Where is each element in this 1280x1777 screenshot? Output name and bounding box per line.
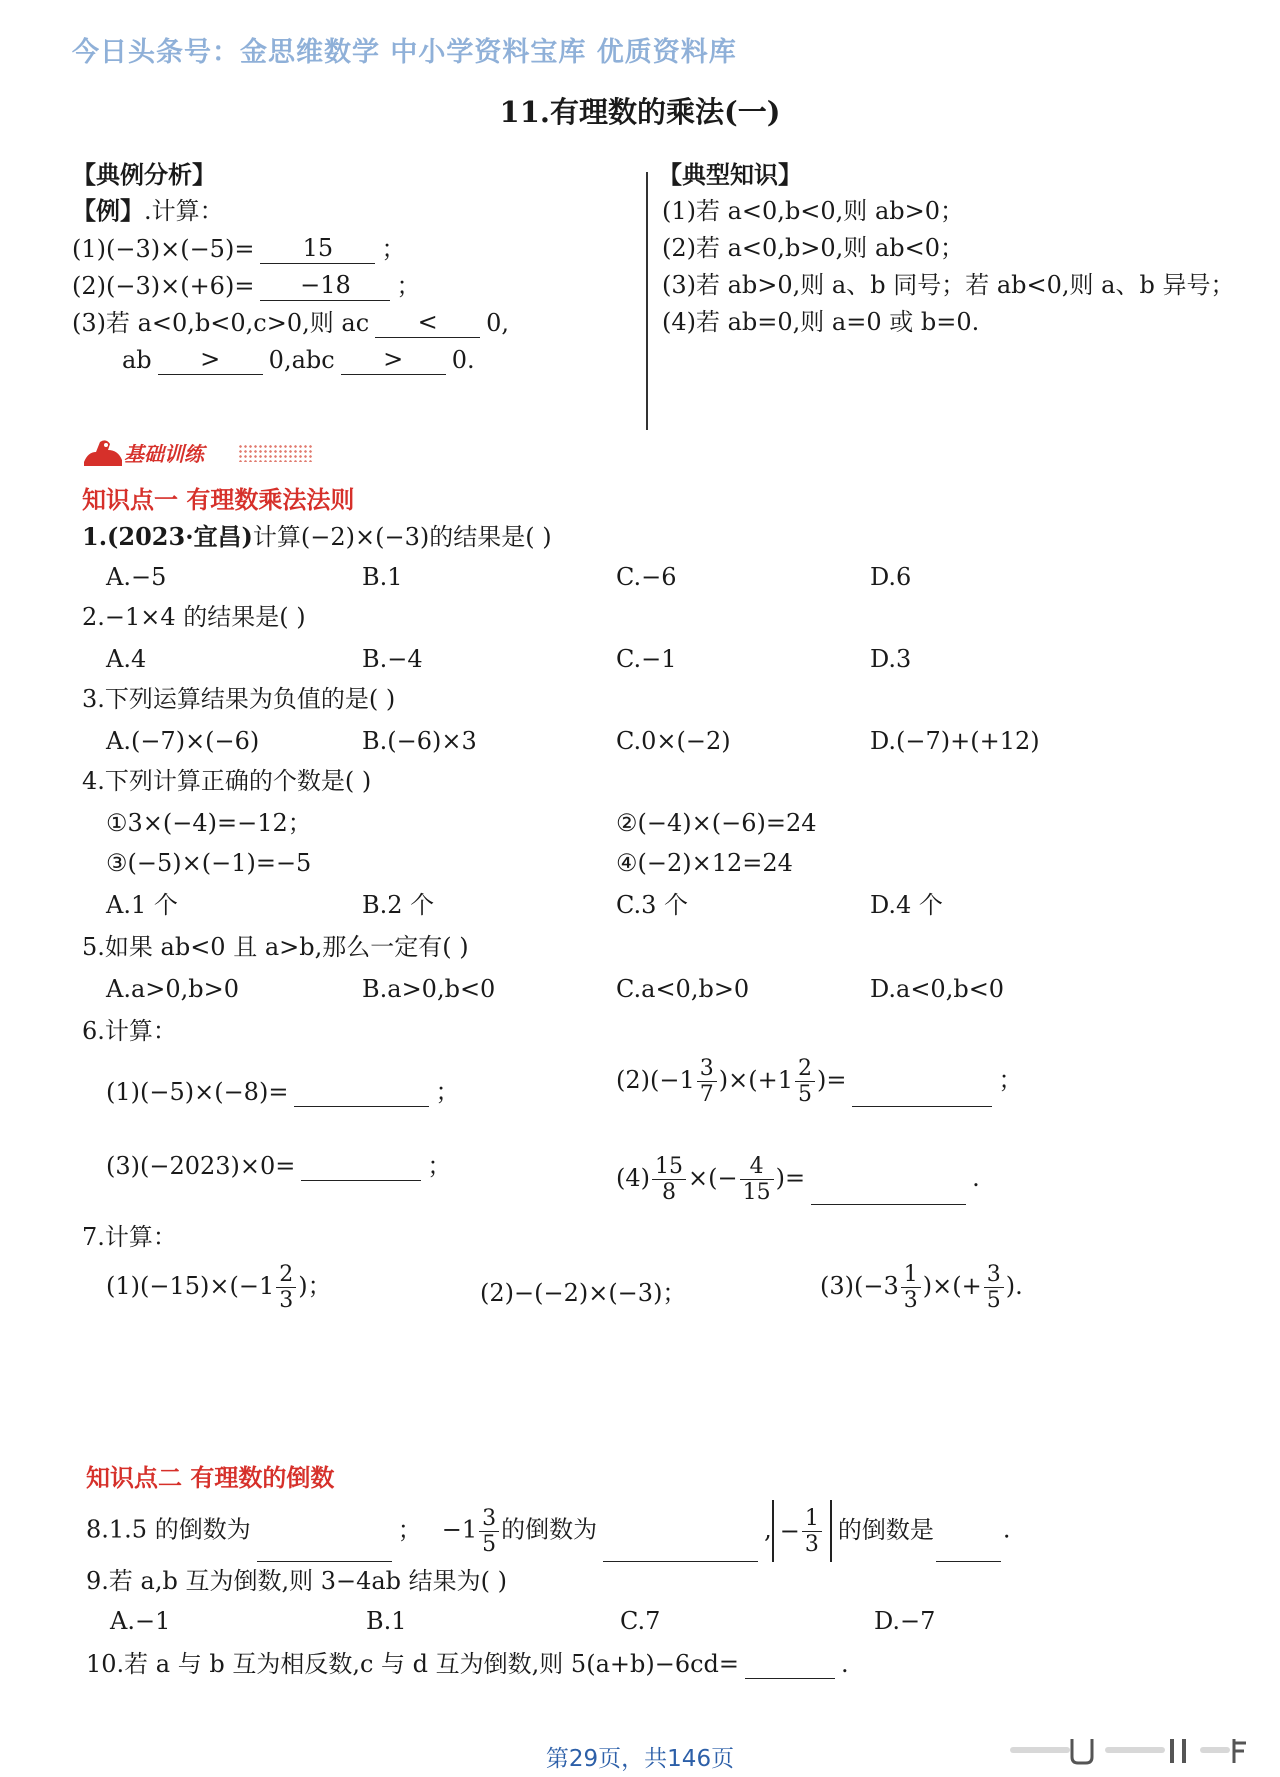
q7-part-1-a: (1)(−15)×(−1: [106, 1272, 275, 1300]
q6-part-4-period: .: [972, 1164, 980, 1192]
badge-icon: [82, 436, 124, 468]
knowledge-heading: 【典型知识】: [658, 160, 802, 189]
q6-part-4-frac-2-den: 15: [742, 1180, 771, 1205]
q9-stem: 9.若 a,b 互为倒数,则 3−4ab 结果为( ): [86, 1567, 508, 1595]
q3-option-a: A.(−7)×(−6): [106, 727, 260, 755]
q7-part-3-frac-2: [984, 1262, 1004, 1313]
q8-blank-1[interactable]: [257, 1531, 392, 1562]
q8-d: 的倒数是: [837, 1515, 934, 1544]
q4-item-1: ①3×(−4)=−12；: [106, 809, 312, 837]
q6-part-2-b: )×(+1: [718, 1066, 793, 1094]
example-line-4-prefix: ab: [122, 346, 152, 374]
q4-item-3: ③(−5)×(−1)=−5: [106, 849, 312, 877]
q10: [86, 1648, 849, 1679]
example-line-2: [72, 270, 420, 301]
column-divider: [646, 172, 648, 430]
q8-b: −1: [441, 1515, 478, 1544]
q7-part-3-b: )×(+: [922, 1272, 982, 1300]
page-title: 11.有理数的乘法(一): [499, 95, 781, 129]
q9-option-b: B.1: [366, 1607, 407, 1635]
example-line-2-answer: −18: [260, 270, 390, 301]
q7-part-1-frac-num: 2: [276, 1262, 296, 1288]
q6-part-3-semi: ；: [427, 1152, 452, 1180]
example-line-4-answer-2: >: [341, 344, 446, 375]
q7-part-2: (2)−(−2)×(−3)；: [480, 1279, 687, 1307]
example-intro: [72, 196, 224, 226]
example-line-4-suffix: 0,abc: [268, 346, 335, 374]
q6-part-4-blank[interactable]: [811, 1174, 966, 1205]
q1-option-c: C.−6: [616, 563, 677, 591]
q9-option-a: A.−1: [110, 1607, 171, 1635]
q2-option-c: C.−1: [616, 645, 677, 673]
q8: [86, 1500, 1010, 1562]
q8-frac-den: 5: [482, 1531, 497, 1557]
q3-option-b: B.(−6)×3: [362, 727, 477, 755]
q8-semi: ；: [397, 1515, 422, 1544]
example-line-1-prefix: (1)(−3)×(−5)=: [72, 235, 255, 263]
q6-part-3: [106, 1150, 451, 1181]
q10-blank[interactable]: [745, 1648, 835, 1679]
q5-stem: 5.如果 ab<0 且 a>b,那么一定有( ): [82, 933, 469, 961]
q7-part-3-frac-2-den: 5: [986, 1288, 1001, 1313]
q4-option-c: C.3 个: [616, 891, 689, 919]
q7-part-3-frac-1-num: 1: [901, 1262, 921, 1288]
badge-dots: [238, 444, 312, 462]
q4-item-2: ②(−4)×(−6)=24: [616, 809, 817, 837]
example-heading: 【典例分析】: [72, 160, 216, 189]
example-line-1: [72, 233, 405, 264]
q7-stem: 7.计算：: [82, 1223, 177, 1251]
section-2-title: 知识点二 有理数的倒数: [86, 1464, 335, 1492]
example-line-3-suffix: 0,: [486, 309, 510, 337]
example-line-4-suffix-2: 0.: [451, 346, 475, 374]
q8-abs-frac: [802, 1506, 822, 1557]
example-line-4-answer: >: [158, 344, 263, 375]
q5-option-d: D.a<0,b<0: [870, 975, 1005, 1003]
q8-frac-num: 3: [479, 1506, 499, 1532]
example-line-3-prefix: (3)若 a<0,b<0,c>0,则 ac: [72, 309, 370, 337]
badge-label: 基础训练: [124, 442, 204, 466]
q4-option-b: B.2 个: [362, 891, 435, 919]
example-line-3: [72, 307, 509, 338]
q7-part-3: [820, 1262, 1023, 1313]
q6-part-4-frac-1-den: 8: [662, 1180, 676, 1205]
knowledge-item-1: (1)若 a<0,b<0,则 ab>0；: [662, 197, 964, 225]
q6-part-2: [616, 1056, 1022, 1107]
q6-part-4-frac-1-num: 15: [652, 1154, 686, 1180]
q7-part-3-c: ).: [1005, 1272, 1023, 1300]
q6-part-2-semi: ；: [998, 1066, 1023, 1094]
example-line-1-answer: 15: [260, 233, 375, 264]
q6-part-2-blank[interactable]: [852, 1076, 992, 1107]
q6-part-3-blank[interactable]: [301, 1150, 421, 1181]
q4-option-d: D.4 个: [870, 891, 943, 919]
q6-part-1-blank[interactable]: [294, 1076, 429, 1107]
knowledge-item-2: (2)若 a<0,b>0,则 ab<0；: [662, 234, 964, 262]
q8-abs-value: [772, 1500, 832, 1562]
q6-part-2-c: )=: [816, 1066, 847, 1094]
q6-part-2-frac-1-den: 7: [699, 1082, 714, 1107]
q8-c: 的倒数为: [501, 1515, 598, 1544]
q4-item-4: ④(−2)×12=24: [616, 849, 793, 877]
header-banner: 今日头条号：金思维数学 中小学资料宝库 优质资料库: [72, 37, 737, 68]
q6-part-4-frac-2-num: 4: [740, 1154, 774, 1180]
q7-part-3-frac-2-num: 3: [984, 1262, 1004, 1288]
q8-abs-frac-den: 3: [804, 1531, 819, 1557]
example-tag: 【例】: [72, 196, 144, 225]
q3-stem: 3.下列运算结果为负值的是( ): [82, 685, 396, 713]
q1-option-b: B.1: [362, 563, 403, 591]
q4-option-a: A.1 个: [106, 891, 178, 919]
q1-source: 1.(2023·宜昌): [82, 522, 253, 551]
q7-part-1-frac-den: 3: [279, 1288, 294, 1313]
example-line-2-suffix: ；: [396, 272, 421, 300]
q5-option-a: A.a>0,b>0: [106, 975, 240, 1003]
q7-part-3-a: (3)(−3: [820, 1272, 899, 1300]
q8-blank-2[interactable]: [603, 1531, 758, 1562]
q1-stem: [82, 522, 552, 552]
q7-part-3-frac-1-den: 3: [903, 1288, 918, 1313]
q2-option-a: A.4: [106, 645, 147, 673]
q7-part-3-frac-1: [901, 1262, 921, 1313]
page-indicator: 第29页，共146页: [545, 1746, 735, 1772]
example-line-4: [122, 344, 475, 375]
q9-option-d: D.−7: [874, 1607, 936, 1635]
knowledge-item-3: (3)若 ab>0,则 a、b 同号；若 ab<0,则 a、b 异号；: [662, 271, 1235, 299]
q8-a: 8.1.5 的倒数为: [86, 1515, 251, 1544]
example-intro-text: .计算：: [144, 197, 224, 225]
q3-option-d: D.(−7)+(+12): [870, 727, 1040, 755]
q6-part-2-frac-2-den: 5: [797, 1082, 812, 1107]
q9-option-c: C.7: [620, 1607, 661, 1635]
basic-training-badge: [82, 436, 312, 466]
q1-option-d: D.6: [870, 563, 912, 591]
q2-option-b: B.−4: [362, 645, 423, 673]
q6-part-4: [616, 1134, 980, 1205]
q2-option-d: D.3: [870, 645, 912, 673]
footer-toolbar-icons: [1000, 1735, 1250, 1765]
q6-part-4-frac-1: [652, 1154, 686, 1205]
q6-part-1-semi: ；: [435, 1078, 460, 1106]
q6-part-2-a: (2)(−1: [616, 1066, 695, 1094]
q3-option-c: C.0×(−2): [616, 727, 731, 755]
q10-end: .: [841, 1650, 849, 1678]
q5-option-c: C.a<0,b>0: [616, 975, 750, 1003]
q6-part-2-frac-2: [795, 1056, 815, 1107]
q7-part-1-b: )；: [298, 1272, 332, 1300]
q8-abs-minus: −: [779, 1517, 800, 1545]
q6-part-2-frac-1: [697, 1056, 717, 1107]
example-line-2-prefix: (2)(−3)×(+6)=: [72, 272, 255, 300]
q6-part-1: [106, 1076, 459, 1107]
q8-frac: [479, 1506, 499, 1557]
example-line-1-suffix: ；: [381, 235, 406, 263]
q4-stem: 4.下列计算正确的个数是( ): [82, 767, 372, 795]
q6-part-4-a: (4): [616, 1164, 650, 1192]
q5-option-b: B.a>0,b<0: [362, 975, 496, 1003]
q6-part-4-frac-2: [740, 1154, 774, 1205]
q7-part-1: [106, 1262, 332, 1313]
q6-part-1-expr: (1)(−5)×(−8)=: [106, 1078, 289, 1106]
q8-end: .: [1002, 1515, 1011, 1544]
q1-option-a: A.−5: [106, 563, 167, 591]
q8-blank-3[interactable]: [936, 1531, 1001, 1562]
q10-stem: 10.若 a 与 b 互为相反数,c 与 d 互为倒数,则 5(a+b)−6cd=: [86, 1650, 740, 1678]
q6-part-4-b: ×(−: [688, 1164, 738, 1192]
knowledge-item-4: (4)若 ab=0,则 a=0 或 b=0.: [662, 308, 980, 336]
section-1-title: 知识点一 有理数乘法法则: [82, 486, 355, 514]
q6-part-2-frac-1-num: 3: [697, 1056, 717, 1082]
q8-abs-frac-num: 1: [802, 1506, 822, 1532]
q6-part-4-c: )=: [775, 1164, 806, 1192]
q6-part-3-expr: (3)(−2023)×0=: [106, 1152, 296, 1180]
q2-stem: 2.−1×4 的结果是( ): [82, 603, 306, 631]
q1-stem-text: 计算(−2)×(−3)的结果是( ): [252, 523, 552, 551]
q7-part-1-frac: [276, 1262, 296, 1313]
q6-stem: 6.计算：: [82, 1017, 177, 1045]
example-line-3-answer: <: [375, 307, 480, 338]
q6-part-2-frac-2-num: 2: [795, 1056, 815, 1082]
q8-comma: ,: [764, 1515, 772, 1544]
